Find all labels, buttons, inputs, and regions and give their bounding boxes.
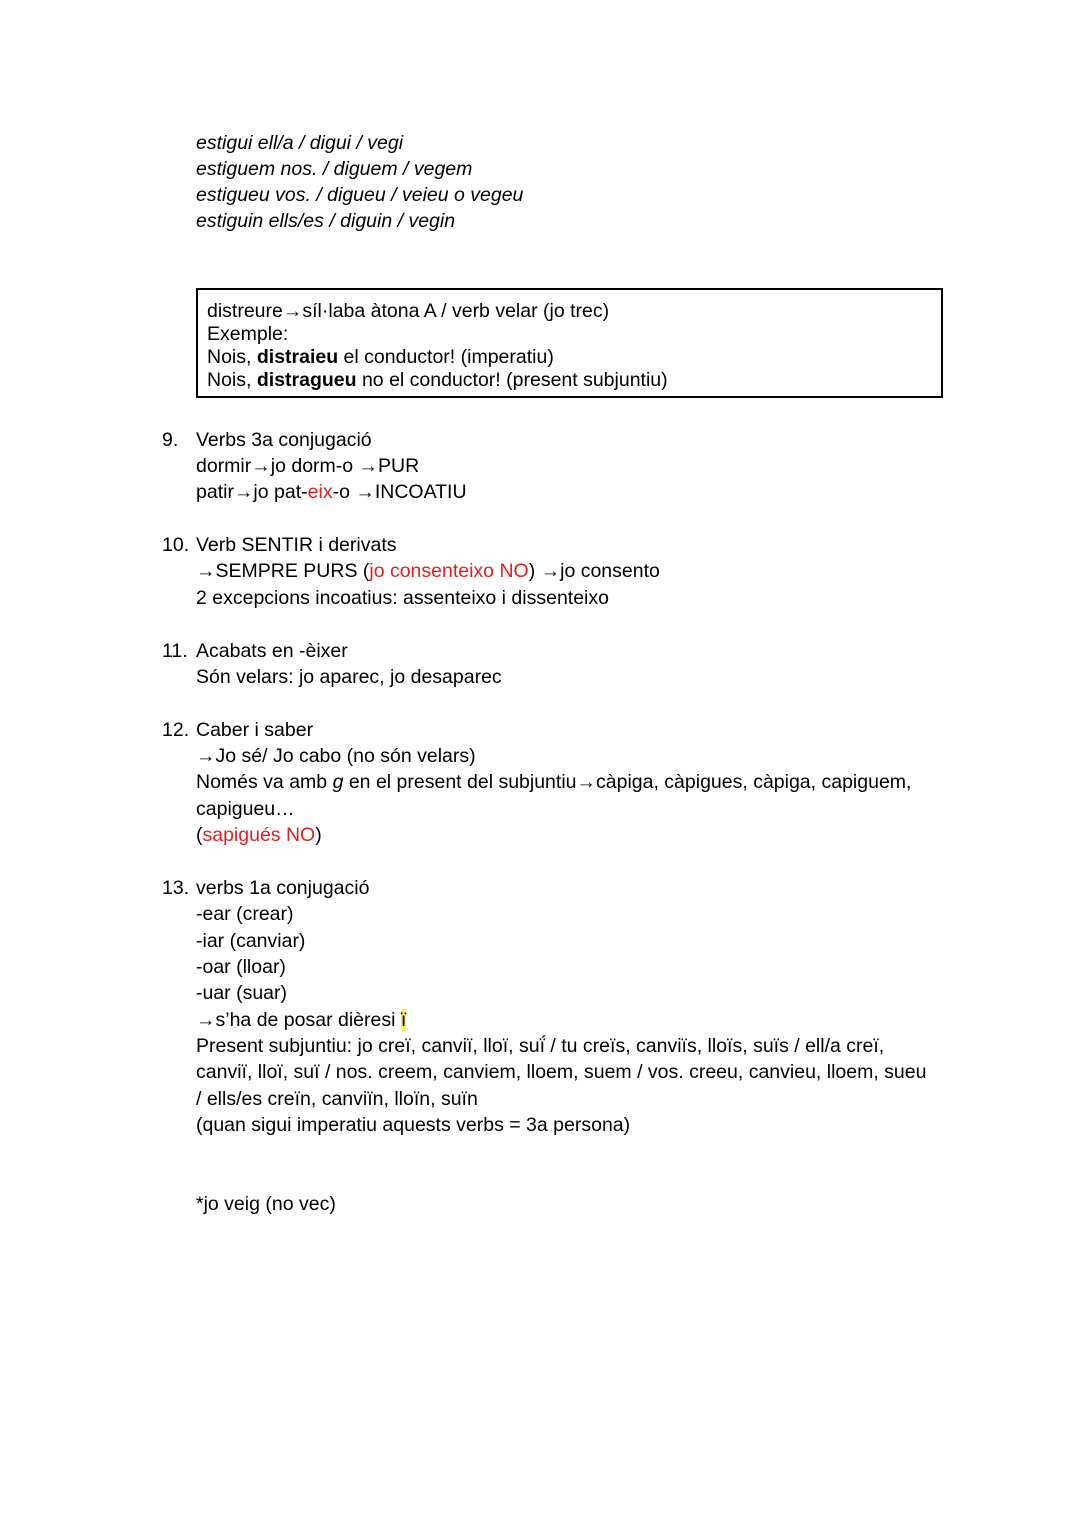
form-line-3: estigueu vos. / digueu / veieu o vegeu bbox=[196, 184, 524, 206]
section-10-line-1: →SEMPRE PURS (jo consenteixo NO) →jo consento bbox=[196, 560, 660, 582]
box-line-3: Nois, distraieu el conductor! (imperatiu) bbox=[207, 346, 554, 368]
red-consenteixo: jo consenteixo NO bbox=[369, 560, 529, 582]
section-12-line-4: (sapigués NO) bbox=[196, 824, 322, 846]
italic-g: g bbox=[332, 771, 344, 793]
box-line-1: distreure→síl·laba àtona A / verb velar (jo trec) bbox=[207, 300, 610, 322]
box-line-2: Exemple: bbox=[207, 323, 289, 345]
section-13-line-2: -iar (canviar) bbox=[196, 930, 306, 952]
section-12-line-2: Només va amb g en el present del subjuntiu→càpiga, càpigues, càpiga, capiguem, bbox=[196, 771, 912, 793]
form-line-1: estigui ell/a / digui / vegi bbox=[196, 132, 404, 154]
section-13-number: 13. bbox=[162, 877, 190, 899]
section-13-line-7: canviï, lloï, suï / nos. creem, canviem, lloem, suem / vos. creeu, canvieu, lloem, sueu bbox=[196, 1061, 927, 1083]
bold-distragueu: distragueu bbox=[256, 369, 357, 391]
section-12-title: Caber i saber bbox=[196, 719, 314, 741]
distreure-note-box bbox=[196, 288, 943, 398]
highlight-dieresis: ï bbox=[400, 1009, 407, 1031]
section-13-title: verbs 1a conjugació bbox=[196, 877, 370, 899]
section-10-number: 10. bbox=[162, 534, 190, 556]
section-12-number: 12. bbox=[162, 719, 190, 741]
section-10-line-2: 2 excepcions incoatius: assenteixo i dissenteixo bbox=[196, 587, 609, 609]
section-12-line-3: capigueu… bbox=[196, 798, 295, 820]
red-eix: eix bbox=[307, 481, 333, 503]
section-13-line-8: / ells/es creïn, canviïn, lloïn, suïn bbox=[196, 1088, 478, 1110]
bold-distraieu: distraieu bbox=[256, 346, 339, 368]
section-11-line-1: Són velars: jo aparec, jo desaparec bbox=[196, 666, 502, 688]
section-13-line-9: (quan sigui imperatiu aquests verbs = 3a persona) bbox=[196, 1114, 631, 1136]
section-13-line-6: Present subjuntiu: jo creï, canviï, lloï, suḯ / tu creïs, canviïs, lloïs, suïs / ell/a creï, bbox=[196, 1035, 885, 1057]
section-9-line-2: patir→jo pat-eix-o →INCOATIU bbox=[196, 481, 467, 503]
section-13-line-5: →s’ha de posar dièresi ï bbox=[196, 1009, 407, 1031]
section-12-line-1: →Jo sé/ Jo cabo (no són velars) bbox=[196, 745, 476, 767]
section-9-line-1: dormir→jo dorm-o →PUR bbox=[196, 455, 420, 477]
section-13-line-3: -oar (lloar) bbox=[196, 956, 286, 978]
form-line-4: estiguin ells/es / diguin / vegin bbox=[196, 210, 456, 232]
footnote: *jo veig (no vec) bbox=[196, 1193, 336, 1215]
section-9-title: Verbs 3a conjugació bbox=[196, 429, 372, 451]
box-line-4: Nois, distragueu no el conductor! (present subjuntiu) bbox=[207, 369, 668, 391]
red-sapigues: sapigués NO bbox=[202, 824, 316, 846]
section-11-title: Acabats en -èixer bbox=[196, 640, 348, 662]
section-13-line-1: -ear (crear) bbox=[196, 903, 294, 925]
section-11-number: 11. bbox=[162, 640, 188, 662]
section-9-number: 9. bbox=[162, 429, 179, 451]
form-line-2: estiguem nos. / diguem / vegem bbox=[196, 158, 473, 180]
section-10-title: Verb SENTIR i derivats bbox=[196, 534, 397, 556]
section-13-line-4: -uar (suar) bbox=[196, 982, 288, 1004]
